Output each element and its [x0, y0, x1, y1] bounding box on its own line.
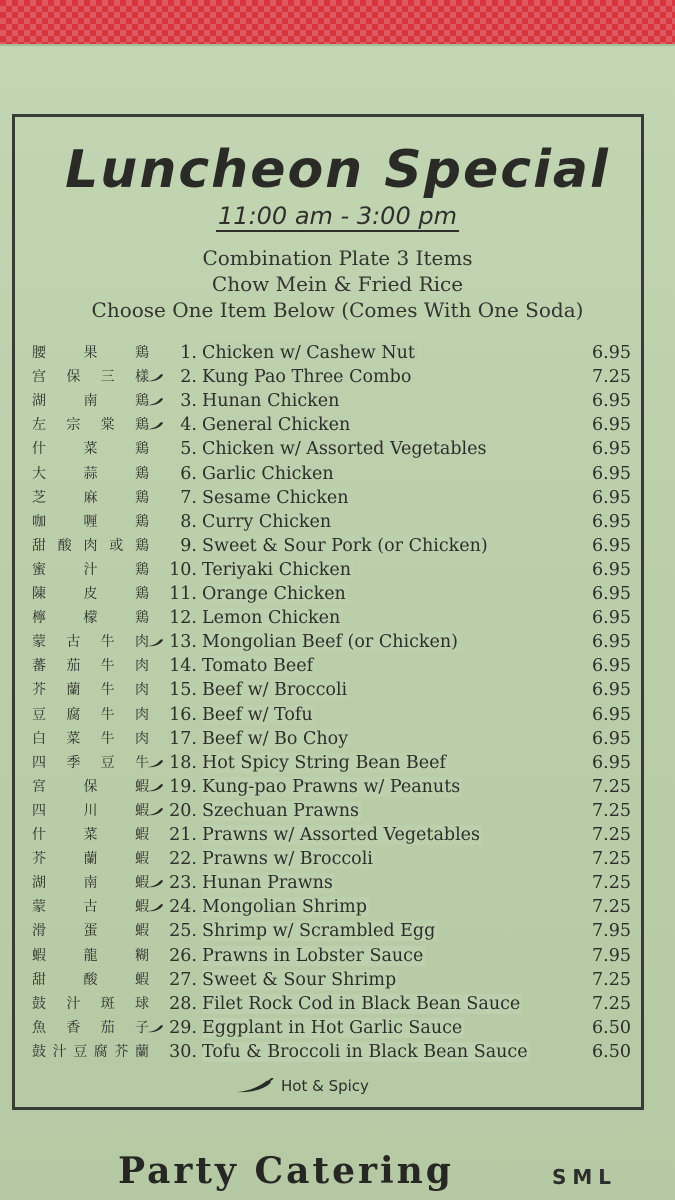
item-name: [202, 799, 590, 823]
item-price: 7.25: [592, 825, 631, 845]
item-price: 6.95: [592, 584, 631, 604]
item-price: 6.95: [592, 704, 631, 725]
item-number: 2.: [180, 367, 197, 388]
item-name: [202, 462, 590, 486]
item-price: 6.95: [592, 487, 631, 508]
item-name: [202, 751, 590, 775]
item-price: 6.50: [592, 1017, 631, 1038]
item-price: 6.50: [592, 1041, 631, 1062]
item-name-text: Tomato Beef: [202, 656, 314, 677]
item-price: 6.95: [592, 343, 631, 363]
combo-line: Combination Plate 3 Items: [202, 246, 473, 270]
menu-item: [0, 510, 675, 534]
chinese-name: 蝦 龍 糊: [32, 947, 150, 964]
item-number: 16.: [169, 704, 197, 725]
chinese-name: 蒙 古 牛 肉: [32, 634, 150, 651]
menu-item: [0, 727, 675, 751]
menu-item: [0, 486, 675, 510]
item-name-text: Prawns w/ Broccoli: [202, 849, 373, 870]
item-name-text: General Chicken: [202, 415, 351, 436]
item-name: [202, 341, 590, 365]
menu-item: [0, 341, 675, 365]
menu-item: [0, 895, 675, 919]
menu-item: [0, 678, 675, 702]
menu-item: [0, 654, 675, 678]
item-name-text: Szechuan Prawns: [202, 800, 359, 821]
chinese-name: 湖 南 鶏: [32, 393, 150, 410]
item-name-text: Filet Rock Cod in Black Bean Sauce: [202, 993, 521, 1014]
menu-item: [0, 775, 675, 799]
item-price: 7.25: [592, 800, 631, 821]
item-name-text: Teriyaki Chicken: [202, 559, 352, 580]
item-price: 7.25: [592, 897, 631, 918]
item-number: 5.: [180, 439, 197, 460]
item-name: [202, 1040, 590, 1064]
item-name-text: Orange Chicken: [202, 584, 346, 604]
chinese-name: 芥 蘭 牛 肉: [32, 682, 150, 699]
chinese-name: 大 蒜 鶏: [32, 465, 150, 482]
item-number: 26.: [169, 945, 197, 966]
menu-item: [0, 1016, 675, 1040]
sides-line: Chow Mein & Fried Rice: [211, 272, 464, 296]
menu-item: [0, 992, 675, 1016]
chinese-name: 甜 酸 蝦: [32, 971, 150, 988]
item-name: [202, 486, 590, 510]
item-name: [202, 703, 590, 727]
item-name-text: Mongolian Beef (or Chicken): [202, 632, 458, 653]
chinese-name: 鼓 汁 豆 腐 芥 蘭: [32, 1043, 150, 1060]
item-price: 7.95: [592, 945, 631, 966]
item-price: 7.25: [592, 873, 631, 894]
chinese-name: 宫 保 三 樣: [32, 369, 150, 386]
item-price: 6.95: [592, 391, 631, 412]
item-number: 18.: [169, 752, 197, 773]
item-number: 9.: [180, 535, 197, 556]
chinese-name: 什 菜 鶏: [32, 441, 150, 458]
item-name: [202, 727, 590, 751]
menu-item: [0, 823, 675, 847]
chinese-name: 豆 腐 牛 肉: [32, 706, 150, 723]
item-name: [202, 775, 590, 799]
item-price: 6.95: [592, 415, 631, 436]
menu-item: [0, 703, 675, 727]
chinese-name: 什 菜 蝦: [32, 827, 150, 843]
menu-item: [0, 1040, 675, 1064]
item-number: 27.: [169, 969, 197, 990]
item-name-text: Sesame Chicken: [202, 487, 349, 508]
item-name-text: Chicken w/ Assorted Vegetables: [202, 439, 487, 460]
hours-value: 11:00 am - 3:00 pm: [218, 202, 457, 230]
menu-item: [0, 582, 675, 606]
chinese-name: 宮 保 蝦: [32, 778, 150, 795]
item-number: 29.: [169, 1017, 197, 1038]
size-labels: SML: [552, 1165, 618, 1189]
item-number: 3.: [180, 391, 197, 412]
item-price: 6.95: [592, 680, 631, 701]
item-price: 6.95: [592, 559, 631, 580]
chinese-name: 魚 香 茄 子: [32, 1019, 150, 1036]
item-number: 1.: [180, 343, 197, 363]
chinese-name: 咖 喱 鶏: [32, 513, 150, 530]
item-number: 15.: [169, 680, 197, 701]
menu-item: [0, 630, 675, 654]
item-price: 7.25: [592, 969, 631, 990]
item-price: 6.95: [592, 439, 631, 460]
item-name-text: Lemon Chicken: [202, 608, 341, 629]
item-name: [202, 510, 590, 534]
item-name: [202, 606, 590, 630]
item-name: [202, 1016, 590, 1040]
menu-item: [0, 871, 675, 895]
item-number: 24.: [169, 897, 197, 918]
item-price: 6.95: [592, 463, 631, 484]
menu-item: [0, 462, 675, 486]
chinese-name: 檸 檬 鶏: [32, 610, 150, 627]
chinese-name: 陳 皮 鶏: [32, 586, 150, 602]
item-name: [202, 413, 590, 437]
item-price: 6.95: [592, 535, 631, 556]
item-price: 7.25: [592, 993, 631, 1014]
item-number: 11.: [169, 584, 197, 604]
item-name: [202, 365, 590, 389]
item-price: 6.95: [592, 656, 631, 677]
item-name: [202, 389, 590, 413]
chinese-name: 腰 果 鶏: [32, 345, 150, 361]
item-number: 4.: [180, 415, 197, 436]
item-number: 13.: [169, 632, 197, 653]
menu-item: [0, 751, 675, 775]
item-number: 28.: [169, 993, 197, 1014]
party-catering-heading: Party Catering: [118, 1150, 454, 1192]
item-name-text: Beef w/ Tofu: [202, 704, 313, 725]
item-name: [202, 919, 590, 943]
item-number: 6.: [180, 463, 197, 484]
item-name-text: Chicken w/ Cashew Nut: [202, 343, 415, 363]
item-name-text: Kung-pao Prawns w/ Peanuts: [202, 776, 461, 797]
item-number: 12.: [169, 608, 197, 629]
menu-item: [0, 413, 675, 437]
item-name: [202, 654, 590, 678]
item-name-text: Beef w/ Bo Choy: [202, 728, 349, 749]
menu-item: [0, 606, 675, 630]
chinese-name: 滑 蛋 蝦: [32, 923, 150, 940]
item-name: [202, 992, 590, 1016]
item-name-text: Hot Spicy String Bean Beef: [202, 752, 446, 773]
item-number: 30.: [169, 1041, 197, 1062]
menu-item: [0, 534, 675, 558]
menu-item: [0, 847, 675, 871]
item-price: 6.95: [592, 632, 631, 653]
pepper-icon: [235, 1078, 275, 1094]
legend-label: Hot & Spicy: [281, 1077, 369, 1095]
item-name-text: Prawns w/ Assorted Vegetables: [202, 825, 481, 845]
item-price: 6.95: [592, 608, 631, 629]
menu-item: [0, 558, 675, 582]
item-price: 7.25: [592, 776, 631, 797]
menu-item: [0, 919, 675, 943]
item-price: 7.95: [592, 921, 631, 942]
chinese-name: 蒙 古 蝦: [32, 899, 150, 916]
item-price: 7.25: [592, 367, 631, 388]
item-name: [202, 871, 590, 895]
item-name-text: Eggplant in Hot Garlic Sauce: [202, 1017, 463, 1038]
item-name-text: Curry Chicken: [202, 511, 332, 532]
menu-item: [0, 799, 675, 823]
item-name-text: Sweet & Sour Shrimp: [202, 969, 397, 990]
item-name: [202, 582, 590, 606]
chinese-name: 芝 麻 鶏: [32, 489, 150, 506]
item-name-text: Mongolian Shrimp: [202, 897, 367, 918]
item-price: 7.25: [592, 849, 631, 870]
item-number: 21.: [169, 825, 197, 845]
chinese-name: 四 川 蝦: [32, 802, 150, 819]
item-name: [202, 823, 590, 847]
chinese-name: 芥 蘭 蝦: [32, 851, 150, 868]
item-number: 8.: [180, 511, 197, 532]
item-number: 10.: [169, 559, 197, 580]
chinese-name: 蜜 汁 鶏: [32, 561, 150, 578]
chinese-name: 鼓 汁 斑 球: [32, 995, 150, 1012]
spicy-legend: [235, 1077, 369, 1095]
item-name-text: Shrimp w/ Scrambled Egg: [202, 921, 436, 942]
item-name: [202, 534, 590, 558]
item-name-text: Garlic Chicken: [202, 463, 334, 484]
item-name: [202, 437, 590, 461]
menu-item: [0, 437, 675, 461]
item-name: [202, 678, 590, 702]
chinese-name: 蕃 茄 牛 肉: [32, 658, 150, 675]
item-name: [202, 895, 590, 919]
menu-item: [0, 968, 675, 992]
item-number: 22.: [169, 849, 197, 870]
item-number: 19.: [169, 776, 197, 797]
menu-title: Luncheon Special: [65, 140, 610, 200]
item-name: [202, 968, 590, 992]
item-name-text: Hunan Prawns: [202, 873, 333, 894]
item-name-text: Prawns in Lobster Sauce: [202, 945, 424, 966]
item-name: [202, 847, 590, 871]
item-name-text: Hunan Chicken: [202, 391, 340, 412]
item-price: 6.95: [592, 728, 631, 749]
menu-item: [0, 389, 675, 413]
item-name-text: Kung Pao Three Combo: [202, 367, 412, 388]
item-number: 23.: [169, 873, 197, 894]
chinese-name: 白 菜 牛 肉: [32, 730, 150, 747]
item-number: 25.: [169, 921, 197, 942]
item-name: [202, 630, 590, 654]
chinese-name: 四 季 豆 牛: [32, 754, 150, 771]
item-name-text: Beef w/ Broccoli: [202, 680, 348, 701]
menu-item: [0, 944, 675, 968]
menu-item: [0, 365, 675, 389]
chinese-name: 湖 南 蝦: [32, 875, 150, 892]
item-number: 17.: [169, 728, 197, 749]
item-price: 6.95: [592, 511, 631, 532]
choose-line: Choose One Item Below (Comes With One Soda): [91, 298, 584, 322]
item-name: [202, 944, 590, 968]
item-number: 20.: [169, 800, 197, 821]
item-name: [202, 558, 590, 582]
item-number: 7.: [180, 487, 197, 508]
item-name-text: Sweet & Sour Pork (or Chicken): [202, 535, 488, 556]
item-name-text: Tofu & Broccoli in Black Bean Sauce: [202, 1041, 528, 1062]
item-number: 14.: [169, 656, 197, 677]
item-price: 6.95: [592, 752, 631, 773]
chinese-name: 左 宗 棠 鶏: [32, 417, 150, 434]
hours-text: [0, 202, 675, 230]
chinese-name: 甜 酸 肉 或 鶏: [32, 537, 150, 554]
